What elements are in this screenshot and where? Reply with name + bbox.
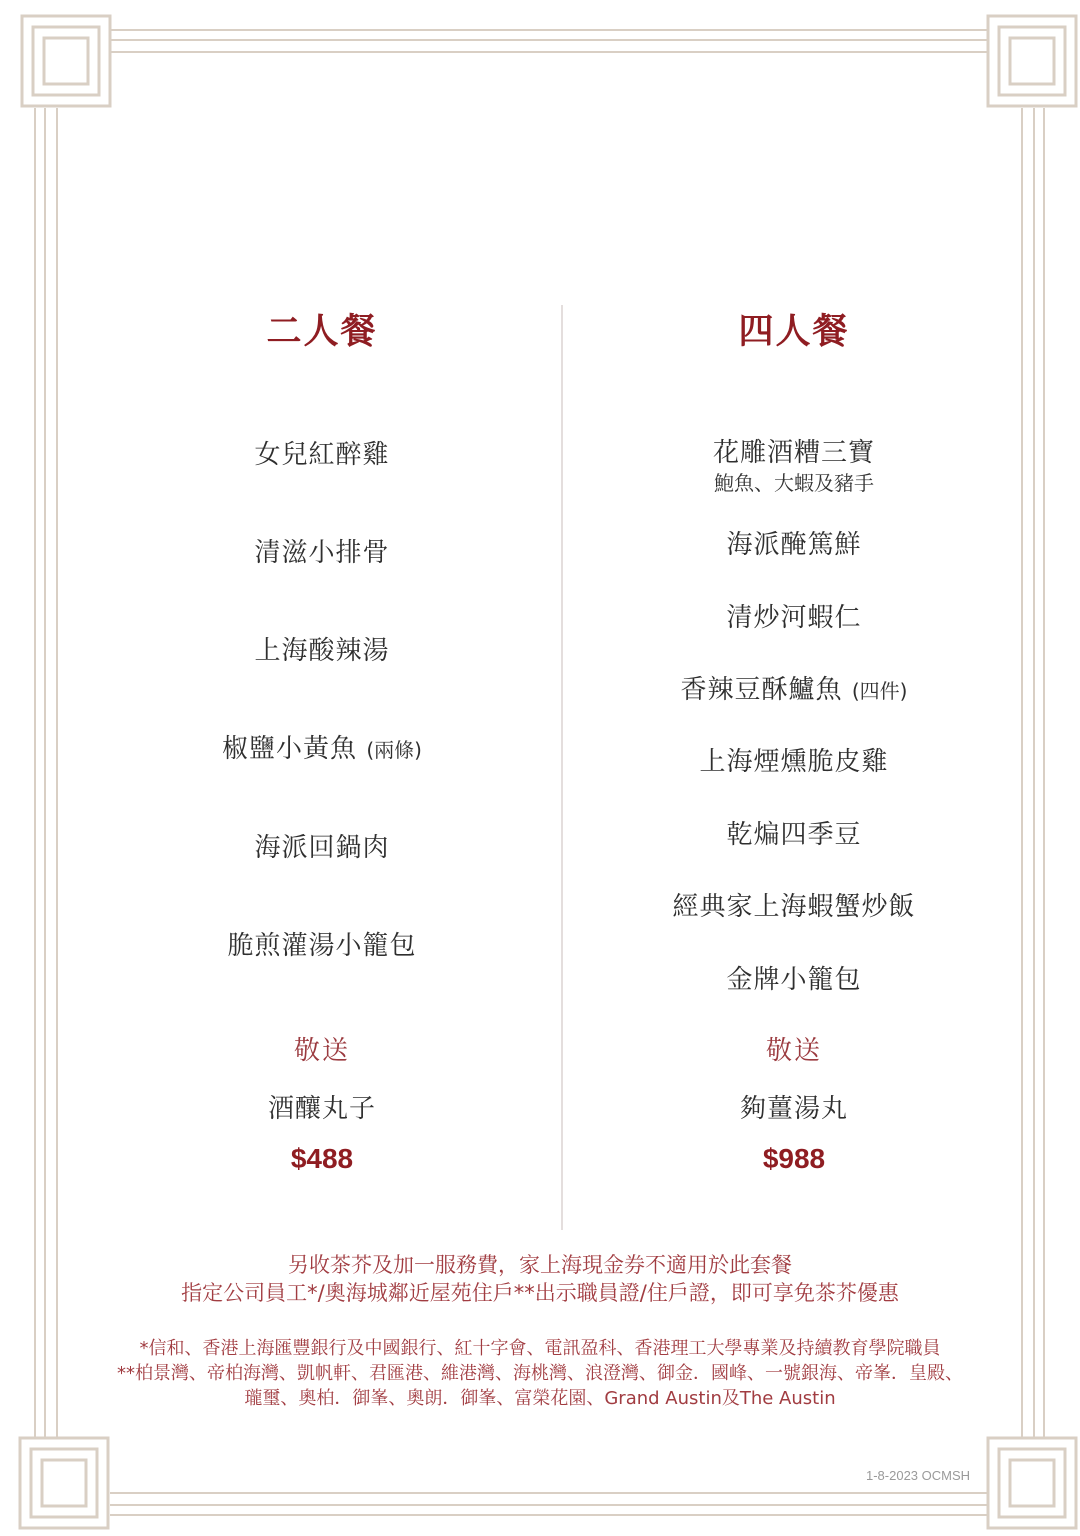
dish-item	[584, 597, 1004, 634]
column-divider	[561, 305, 563, 1230]
dish-name: 上海酸辣湯	[254, 636, 390, 666]
gift-dish: 夠薑湯丸	[739, 1094, 848, 1124]
dish-note: (四件)	[851, 679, 908, 703]
corner-ornament-top-right	[988, 16, 1076, 106]
dish-name: 經典家上海蝦蟹炒飯	[672, 892, 916, 922]
eligible-estates: **柏景灣、帝柏海灣、凱帆軒、君匯港、維港灣、海桃灣、浪澄灣、御金．國峰、一號銀海、帝峯．皇殿、	[117, 1363, 963, 1384]
footer-code: 1-8-2023 OCMSH	[866, 1468, 971, 1483]
dish-item	[584, 669, 1004, 706]
corner-ornament-top-left	[22, 16, 110, 106]
discount-note: 指定公司員工*/奧海城鄰近屋苑住戶**出示職員證/住戶證，即可享免茶芥優惠	[181, 1281, 899, 1305]
dish-name: 乾煸四季豆	[726, 820, 862, 850]
dish-name: 脆煎灌湯小籠包	[227, 931, 417, 961]
gift-label: 敬送	[293, 1036, 350, 1066]
dish-item	[584, 959, 1004, 996]
dish-name: 清滋小排骨	[254, 538, 390, 568]
dish-name: 女兒紅醉雞	[254, 440, 390, 470]
dish-item	[112, 532, 532, 569]
gift-label: 敬送	[765, 1036, 822, 1066]
eligible-estates-continued: 瓏璽、奧柏．御峯、奧朗．御峯、富榮花園、Grand Austin及The Austin	[244, 1388, 836, 1409]
dish-name: 清炒河蝦仁	[726, 603, 862, 633]
dish-name: 金牌小籠包	[726, 965, 862, 995]
corner-ornament-bottom-right	[988, 1438, 1076, 1528]
set-price: $488	[290, 1143, 354, 1174]
dish-item	[584, 524, 1004, 561]
dish-item	[112, 925, 532, 962]
dish-name: 上海煙燻脆皮雞	[699, 747, 889, 777]
dish-subtitle: 鮑魚、大蝦及豬手	[714, 471, 874, 495]
dish-item	[112, 630, 532, 667]
dish-name: 香辣豆酥鱸魚	[680, 675, 843, 705]
dish-name: 椒鹽小黃魚	[222, 734, 358, 764]
dish-item	[584, 432, 1004, 469]
dish-item	[112, 827, 532, 864]
dish-item	[584, 886, 1004, 923]
gift-dish: 酒釀丸子	[267, 1094, 376, 1124]
menu-title: 二人餐	[266, 312, 378, 352]
corner-ornament-bottom-left	[20, 1438, 108, 1528]
dish-note: (兩條)	[366, 738, 422, 762]
dish-item	[584, 814, 1004, 851]
eligible-companies: *信和、香港上海匯豐銀行及中國銀行、紅十字會、電訊盈科、香港理工大學專業及持續教育學院職員	[139, 1338, 941, 1359]
set-price: $988	[762, 1143, 826, 1174]
service-charge-note: 另收茶芥及加一服務費，家上海現金券不適用於此套餐	[288, 1253, 792, 1277]
dish-item	[584, 741, 1004, 778]
dish-item	[112, 728, 532, 765]
menu-title: 四人餐	[738, 312, 850, 352]
dish-item	[112, 434, 532, 471]
dish-name: 海派醃篤鮮	[726, 530, 862, 560]
dish-name: 花雕酒糟三寶	[712, 438, 875, 468]
dish-name: 海派回鍋肉	[254, 833, 390, 863]
